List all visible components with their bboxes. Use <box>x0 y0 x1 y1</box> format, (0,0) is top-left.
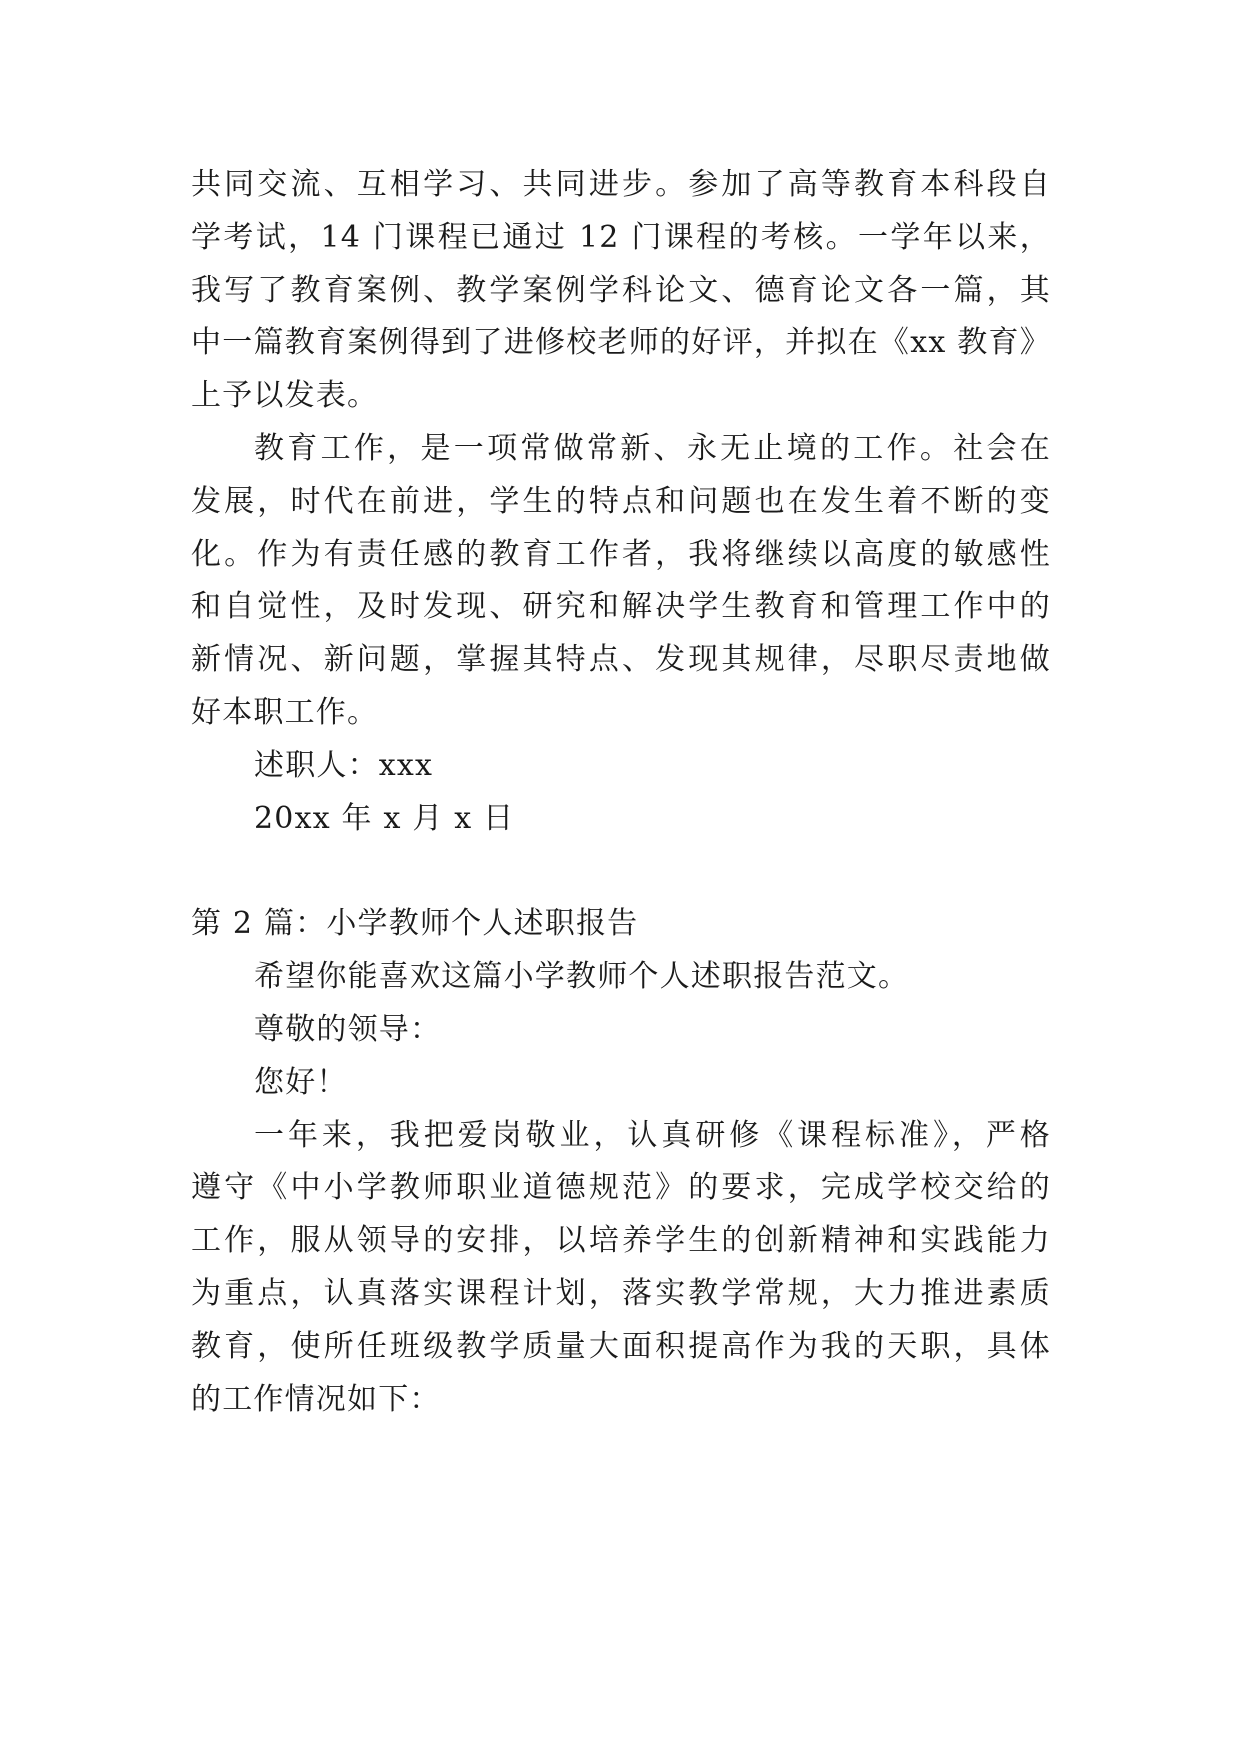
text-line: 教育工作，是一项常做常新、永无止境的工作。社会在 <box>254 431 1051 466</box>
signature-name: 述职人：xxx <box>254 748 434 783</box>
text-line: 好本职工作。 <box>191 695 379 730</box>
text-line: 为重点，认真落实课程计划，落实教学常规，大力推进素质 <box>191 1276 1051 1311</box>
text-line: 工作，服从领导的安排，以培养学生的创新精神和实践能力 <box>191 1223 1051 1258</box>
text-line: 中一篇教育案例得到了进修校老师的好评，并拟在《xx 教育》 <box>191 325 1051 360</box>
text-line: 的工作情况如下： <box>191 1382 441 1417</box>
greeting: 您好！ <box>254 1065 348 1100</box>
signature-date: 20xx 年 x 月 x 日 <box>254 801 515 836</box>
section-intro: 希望你能喜欢这篇小学教师个人述职报告范文。 <box>254 959 910 994</box>
text-line: 我写了教育案例、教学案例学科论文、德育论文各一篇，其 <box>191 273 1051 308</box>
text-line: 一年来，我把爱岗敬业，认真研修《课程标准》，严格 <box>254 1118 1051 1153</box>
text-line: 发展，时代在前进，学生的特点和问题也在发生着不断的变 <box>191 484 1051 519</box>
text-line: 上予以发表。 <box>191 378 379 413</box>
text-line: 教育，使所任班级教学质量大面积提高作为我的天职，具体 <box>191 1329 1051 1364</box>
text-line: 新情况、新问题，掌握其特点、发现其规律，尽职尽责地做 <box>191 642 1051 677</box>
text-line: 化。作为有责任感的教育工作者，我将继续以高度的敏感性 <box>191 537 1051 572</box>
section-title: 第 2 篇：小学教师个人述职报告 <box>191 906 639 941</box>
salutation: 尊敬的领导： <box>254 1012 442 1047</box>
text-line: 共同交流、互相学习、共同进步。参加了高等教育本科段自 <box>191 167 1051 202</box>
text-line: 遵守《中小学教师职业道德规范》的要求，完成学校交给的 <box>191 1170 1051 1205</box>
text-line: 学考试，14 门课程已通过 12 门课程的考核。一学年以来， <box>191 220 1051 255</box>
text-line: 和自觉性，及时发现、研究和解决学生教育和管理工作中的 <box>191 589 1051 624</box>
